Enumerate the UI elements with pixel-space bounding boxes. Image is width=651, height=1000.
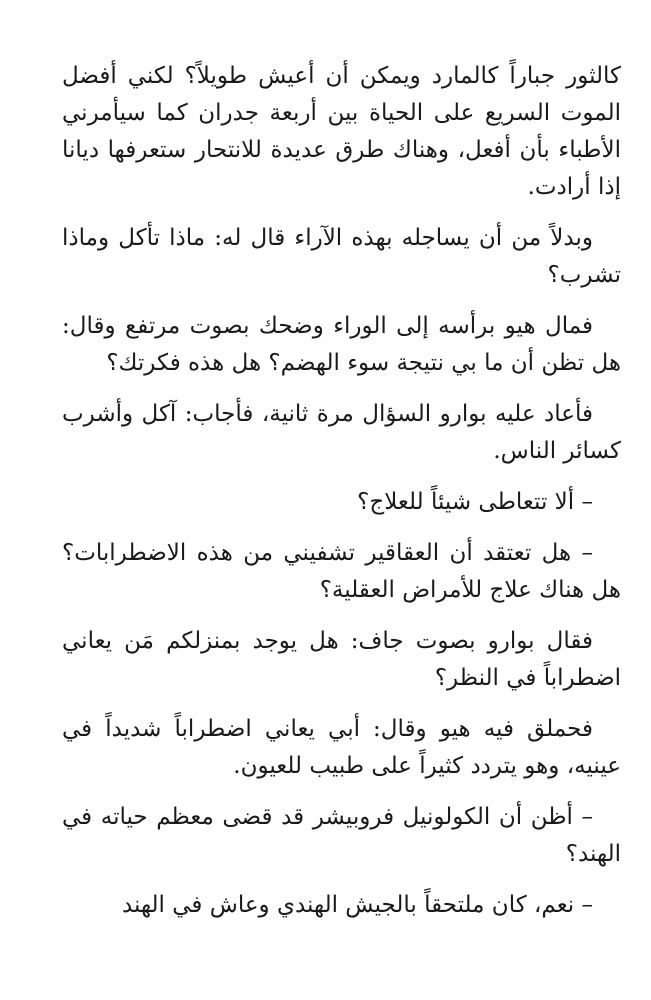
paragraph-5: فقال بوارو بصوت جاف: هل يوجد بمنزلكم مَن يعاني اضطراباً في النظر؟ (62, 628, 621, 691)
paragraph-6: فحملق فيه هيو وقال: أبي يعاني اضطراباً شديداً في عينيه، وهو يتردد كثيراً على طبيب للعيون. (62, 716, 621, 779)
paragraph-3: فمال هيو برأسه إلى الوراء وضحك بصوت مرتفع وقال: هل تظن أن ما بي نتيجة سوء الهضم؟ هل هذه فكرتك؟ (62, 313, 621, 376)
dialogue-line-3: – أظن أن الكولونيل فروبيشر قد قضى معظم حياته في الهند؟ (62, 804, 621, 867)
book-page (62, 58, 621, 938)
paragraph-1: كالثور جباراً كالمارد ويمكن أن أعيش طويلاً؟ لكني أفضل الموت السريع على الحياة بين أربعة جدران كما سيأمرني الأطباء بأن أفعل، وهناك طرق عديدة للانتحار ستعرفها ديانا إذا أرادت. (62, 63, 621, 200)
dialogue-line-1: – ألا تتعاطى شيئاً للعلاج؟ (357, 489, 593, 515)
dialogue-line-2: – هل تعتقد أن العقاقير تشفيني من هذه الاضطرابات؟ هل هناك علاج للأمراض العقلية؟ (62, 540, 621, 603)
paragraph-2: وبدلاً من أن يساجله بهذه الآراء قال له: ماذا تأكل وماذا تشرب؟ (62, 225, 621, 288)
dialogue-line-4: – نعم، كان ملتحقاً بالجيش الهندي وعاش في الهند (121, 892, 593, 918)
paragraph-4: فأعاد عليه بوارو السؤال مرة ثانية، فأجاب: آكل وأشرب كسائر الناس. (62, 401, 621, 464)
